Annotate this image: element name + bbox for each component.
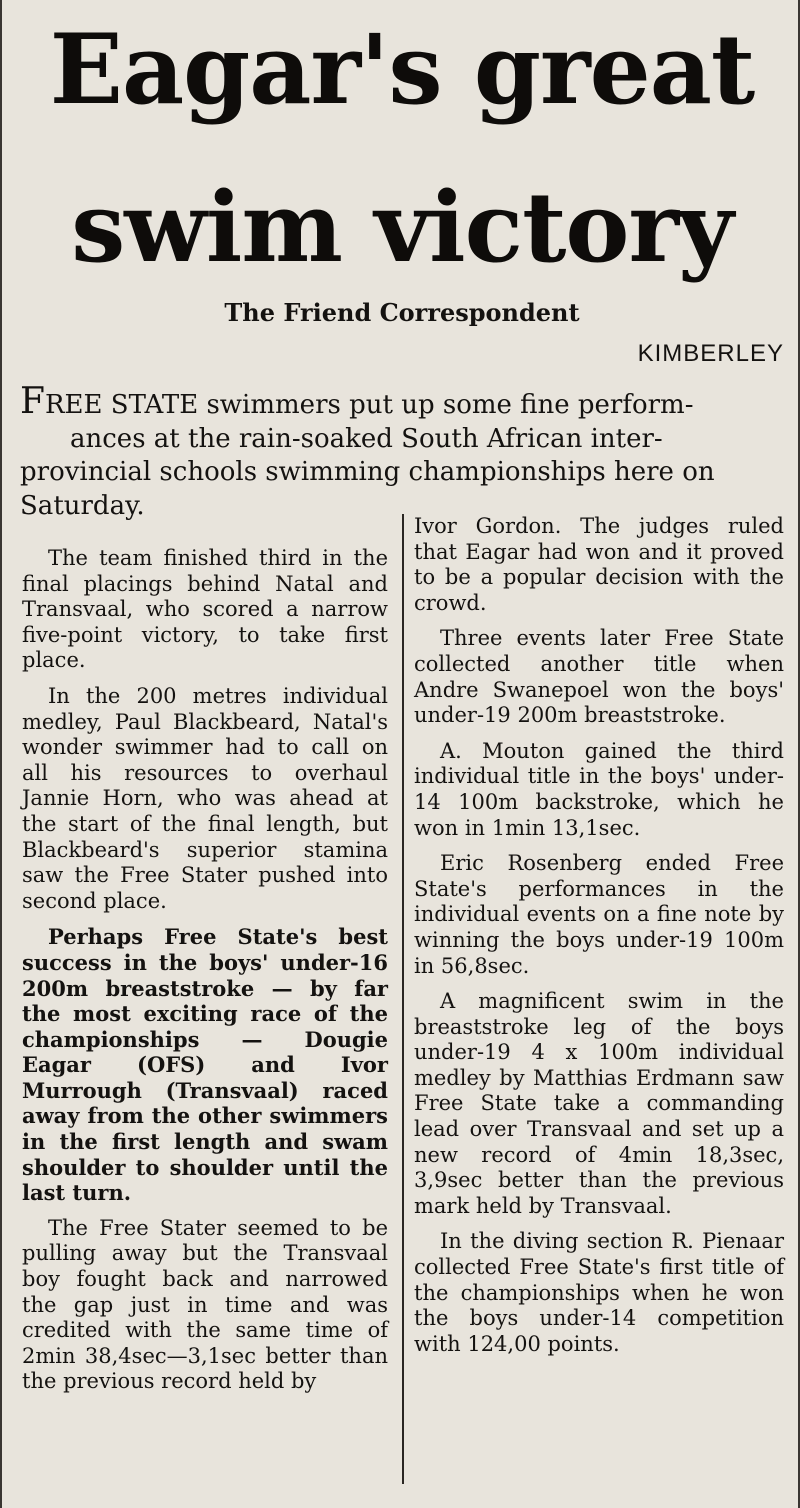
right-paragraph-4: Eric Rosenberg ended Free State's performances in the individual events on a fine note by winning the boys under-19 100m in 56,8sec.	[414, 851, 784, 978]
drop-cap: F	[20, 381, 45, 422]
column-divider	[402, 514, 404, 1484]
left-paragraph-1: The team finished third in the final placings behind Natal and Transvaal, who scored a narrow five-point victory, to take first place.	[22, 546, 388, 673]
byline: The Friend Correspondent	[224, 298, 580, 327]
right-paragraph-5: A magnificent swim in the breaststroke leg of the boys under-19 4 x 100m individual medley by Matthias Erdmann saw Free State take a commanding lead over Transvaal and set up a new record of 4min 18,3sec, 3,9sec better than the previous mark held by Transvaal.	[414, 989, 784, 1218]
right-paragraph-2: Three events later Free State collected another title when Andre Swanepoel won the boys' under-19 200m breaststroke.	[414, 626, 784, 728]
intro-line-4: Saturday.	[20, 490, 145, 521]
right-paragraph-6: In the diving section R. Pienaar collected Free State's first title of the championships when he won the boys under-14 competition with 124,00 points.	[414, 1229, 784, 1356]
intro-line-1: FREE STATE swimmers put up some fine perform-	[20, 381, 694, 422]
dateline: KIMBERLEY	[637, 340, 784, 367]
intro-line-2: ances at the rain-soaked South African inter-	[70, 423, 663, 454]
right-column	[414, 514, 784, 1367]
left-paragraph-3: Perhaps Free State's best success in the boys' under-16 200m breaststroke — by far the most exciting race of the championships — Dougie Eagar (OFS) and Ivor Murrough (Transvaal) raced away from the other swimmers in the first length and swam shoulder to shoulder until the last turn.	[22, 924, 388, 1206]
headline-line-1: Eagar's great	[49, 13, 755, 126]
intro-paragraph	[20, 381, 788, 523]
right-paragraph-3: A. Mouton gained the third individual title in the boys' under-14 100m backstroke, which he won in 1min 13,1sec.	[414, 738, 784, 840]
right-paragraph-1: Ivor Gordon. The judges ruled that Eagar had won and it proved to be a popular decision with the crowd.	[414, 514, 784, 615]
headline-line-2: swim victory	[71, 171, 733, 284]
intro-line-3: provincial schools swimming championships here on	[20, 457, 715, 488]
left-paragraph-2: In the 200 metres individual medley, Paul Blackbeard, Natal's wonder swimmer had to call on all his resources to overhaul Jannie Horn, who was ahead at the start of the final length, but Blackbeard's superior stamina saw the Free Stater pushed into second place.	[22, 683, 388, 913]
left-column	[22, 546, 388, 1405]
left-paragraph-4: The Free Stater seemed to be pulling away but the Transvaal boy fought back and narrowed the gap just in time and was credited with the same time of 2min 38,4sec—3,1sec better than the previous record held by	[22, 1215, 388, 1394]
